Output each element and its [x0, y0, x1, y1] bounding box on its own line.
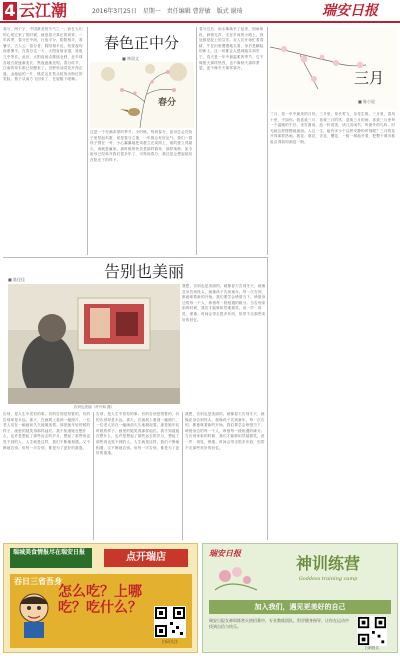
march-headline: 三月	[354, 69, 385, 87]
column-divider	[182, 412, 183, 540]
food-ad-tagline: 吞日三省吾身	[14, 577, 62, 586]
food-ad-slogan: 瑞城美食情报尽在瑞安日报	[10, 548, 92, 568]
section-title: 云江潮	[19, 1, 68, 20]
farewell-photo	[8, 284, 180, 404]
article-text-col5b: 告别，是人生中常有的事。有的告别是短暂的，有的告别却是永远。那天，在画展上看到一幅照片，一位老人站在一幅画前久久地凝视着。那是她年轻时候的样子，画里的她笑得那样灿烂。我不知道她在想什么，也许是想起了那些远去的岁月，想起了那些再也见不到的人。人生就是这样，我们不断地相遇，又不断地告别。但每一次告别，都是为了更好的重逢。	[96, 412, 180, 456]
header-rule	[0, 21, 400, 23]
newspaper-logo: 瑞安日报	[322, 3, 378, 19]
article-text-col3: 春分过后，雨水渐渐多了起来，细雨如丝，润物无声。走在乡间的小路上，到处都是泥土的芬芳。农人们开始忙着春耕，牛在田里慢慢地走着，身后是翻起的新土。这一切都让人感到踏实和安宁。春天是一年中最温柔的季节，它不像夏天那样热烈，也不像秋天那样萧瑟，更不像冬天那样寒冷。	[199, 27, 264, 71]
article-text-col1: 春分，两个字，中国最美的节气之一，而在人们的心里它来了的时候，就是春天真正的到来。一年四季，春分在中间，日夜平分，阴阳相半，寒暑平。古人云：春分者，阴阳相半也，故昼夜均而寒暑平。在春分这一天，太阳直射赤道，昼夜几乎等长。此后，太阳直射点继续北移，北半球各地白昼逐渐变长，黑夜逐渐变短。春分时节，江南的草木都已经醒来了。田野里油菜花开得正盛，金灿灿的一片，桃花也在枝头绽放出粉红的笑脸。燕子从南方飞回来了，在屋檐下呢喃。	[3, 27, 83, 82]
article-text-col6b: 我想，告别也是美丽的。就像春天告别冬天，就像花朵告别枝头，就像孩子告别童年。每一次告别，都意味着新的开始。我们要学会珍惜当下，珍惜身边的每一个人，珍惜每一段相遇的缘分。当告别来临的时候，我们才能够坦然地微笑，说一声：再见，保重。时间会带走很多东西，但带不走那些美好的回忆。	[185, 412, 265, 450]
flower-ornament-icon	[211, 560, 261, 596]
page-number: 4	[4, 1, 16, 20]
column-divider	[196, 27, 197, 255]
yoga-ad-subtitle: Goddess training camp	[298, 576, 358, 582]
qr-code-icon[interactable]	[154, 606, 186, 638]
march-photo	[270, 27, 398, 109]
farewell-photo-art	[8, 284, 180, 404]
cartoon-character-icon	[14, 590, 54, 638]
section-divider	[3, 257, 267, 258]
march-byline: ■ 陈小说	[358, 99, 376, 104]
yoga-ad-slogan: 加入我们，遇见更美好的自己	[209, 600, 391, 614]
article-text-col6a: 我想，告别也是美丽的。就像春天告别冬天，就像花朵告别枝头，就像孩子告别童年。每一次告别，都意味着新的开始。我们要学会珍惜当下，珍惜身边的每一个人，珍惜每一段相遇的缘分。当告别来临的时候，我们才能够坦然地微笑，说一声：再见，保重。时间会带走很多东西，但带不走那些美好的回忆。	[182, 284, 266, 322]
issue-meta: 2016年3月25日 星期一 责任编辑 曹舒敏 版式 谢琦	[92, 8, 243, 15]
farewell-byline: ■ 陈佳佳	[8, 277, 26, 282]
column-divider	[87, 27, 88, 255]
food-ad-qr-label: 扫码关注	[162, 639, 178, 644]
article-text-col5: 告别，是人生中常有的事。有的告别是短暂的，有的告别却是永远。那天，在画展上看到一幅照片，一位老人站在一幅画前久久地凝视着。那是她年轻时候的样子，画里的她笑得那样灿烂。我不知道她在想什么，也许是想起了那些远去的岁月，想起了那些再也见不到的人。人生就是这样，我们不断地相遇，又不断地告别。但每一次告别，都是为了更好的重逢。	[3, 412, 91, 450]
article-text-col4: 三月，是一年中最美的月份。三月里，草长莺飞，杂花生树。三月里，春风十里，不如你。我喜欢三月，喜欢三月的风，喜欢三月的雨，喜欢三月里每一个温暖的午后。坐在窗前，泡一杯清茶，读几页闲书，听窗外的鸟鸣，时光就这样慢慢地流淌。人这一生，能有多少个这样安静的时刻呢？三月的花开得那样热闹，桃花、梨花、杏花、樱花，一树一树地开着，把整个城市都装点得如同画卷一般。	[270, 112, 396, 144]
food-ad-big-text: 怎么吃？上哪吃？吃什么？	[58, 584, 142, 616]
yoga-ad-desc: 瑞安日报女神训练营火热招募中，专业教练团队，科学健身指导，让你在运动中找到自信与快乐。	[209, 618, 349, 629]
spring-photo	[90, 62, 194, 128]
yoga-ad-qr-label: 扫码报名	[365, 646, 379, 650]
article-text-col2: 这是一个充满希望的季节。小时候，每到春分，祖母总会在院子里竖起鸡蛋，说是春分立蛋，一年都会有好运气。我们一群孩子围在一旁，小心翼翼地把鸡蛋立在桌面上，谁的蛋立得最久，谁就是赢家。那时候的快乐是那样简单，那样纯粹。如今祖母已经离开我们很多年了，可每到春分，我还是会想起她站在阳光下的样子。	[90, 130, 193, 162]
column-divider	[267, 27, 268, 255]
food-ad[interactable]	[3, 543, 198, 653]
yoga-ad-title-area	[273, 554, 383, 594]
spring-byline: ■ 林国文	[122, 56, 140, 61]
farewell-headline: 告别也美丽	[104, 262, 185, 281]
yoga-ad[interactable]	[202, 543, 398, 653]
column-divider	[93, 412, 94, 540]
yoga-ad-logo: 瑞安日报	[209, 548, 241, 558]
qr-code-icon[interactable]	[357, 616, 387, 646]
column-divider	[267, 257, 268, 540]
yoga-ad-title: 神训练营	[295, 554, 360, 573]
spring-photo-overlay: 春分	[158, 98, 177, 108]
farewell-photo-caption: 告别也美丽（许兴和 摄）	[73, 405, 115, 409]
spring-photo-art	[90, 62, 194, 128]
food-ad-brand: 点开瑞店	[104, 549, 188, 567]
march-photo-art	[270, 27, 398, 109]
spring-headline: 春色正中分	[104, 34, 180, 52]
